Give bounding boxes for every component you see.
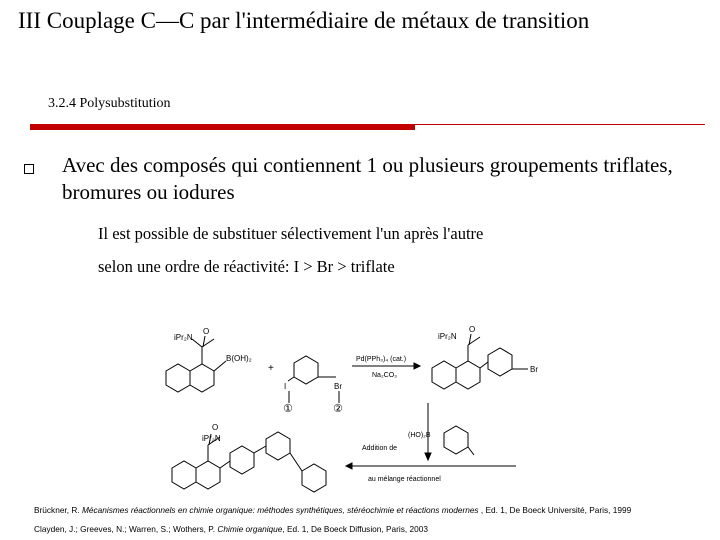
iodo-label: I	[284, 382, 287, 391]
naphthalene-boronic-acid-structure	[166, 336, 226, 392]
bromo-label: Br	[334, 382, 342, 391]
catalyst-condition: Pd(PPh₃)₄ (cat.)	[356, 356, 407, 363]
ref2-publisher: , Ed. 1, De Boeck Diffusion, Paris, 2003	[282, 524, 428, 534]
product1-bromo-label: Br	[530, 365, 538, 374]
product1-amide-label: iPr₂N	[438, 332, 457, 341]
reagent1-amide-label: iPr₂N	[174, 333, 193, 342]
product1-oxygen-label: O	[469, 325, 476, 334]
iodo-bromobenzene-structure	[288, 356, 339, 403]
square-bullet-icon	[24, 164, 34, 174]
reagent1-oxygen-label: O	[203, 327, 210, 336]
base-condition: Na₂CO₃	[372, 372, 398, 379]
accent-divider	[415, 124, 705, 125]
reference-2	[34, 524, 428, 534]
plus-sign: +	[268, 363, 274, 374]
reaction-scheme	[156, 303, 560, 493]
slide-title: III Couplage C—C par l'intermédiaire de métaux de transition	[18, 8, 590, 33]
ref1-publisher: , Ed. 1, De Boeck Université, Paris, 1999	[478, 505, 632, 515]
ref2-author: Clayden, J.; Greeves, N.; Warren, S.; Wothers, P.	[34, 524, 218, 534]
sub-point-reactivity-order: selon une ordre de réactivité: I > Br > triflate	[98, 257, 395, 276]
product-2-structure	[172, 432, 326, 492]
product2-oxygen-label: O	[212, 423, 219, 432]
product2-amide-label: iPr₂N	[202, 434, 221, 443]
ref1-author: Brückner, R.	[34, 505, 82, 515]
reference-1	[34, 505, 631, 515]
sub-point-selective: Il est possible de substituer sélectivement l'un après l'autre	[98, 224, 484, 243]
ref2-title: Chimie organique	[217, 524, 283, 534]
addition-label: Addition de	[362, 445, 398, 452]
mixture-label: au mélange réactionnel	[368, 476, 441, 483]
aryl-boronic-label: (HO)₂B	[408, 432, 431, 439]
section-heading: 3.2.4 Polysubstitution	[48, 96, 171, 111]
aryl-boronic-acid-structure	[444, 426, 474, 455]
bullet-text: Avec des composés qui contiennent 1 ou plusieurs groupements triflates, bromures ou iodures	[62, 153, 673, 204]
product-1-structure	[432, 334, 528, 389]
accent-bar	[30, 124, 415, 130]
boronic-acid-label: B(OH)₂	[226, 354, 252, 363]
step-2-marker: ②	[333, 403, 343, 415]
ref1-title: Mécanismes réactionnels en chimie organique: méthodes synthétiques, stéréochimie et réactions modernes	[81, 505, 479, 515]
step-1-marker: ①	[283, 403, 293, 415]
